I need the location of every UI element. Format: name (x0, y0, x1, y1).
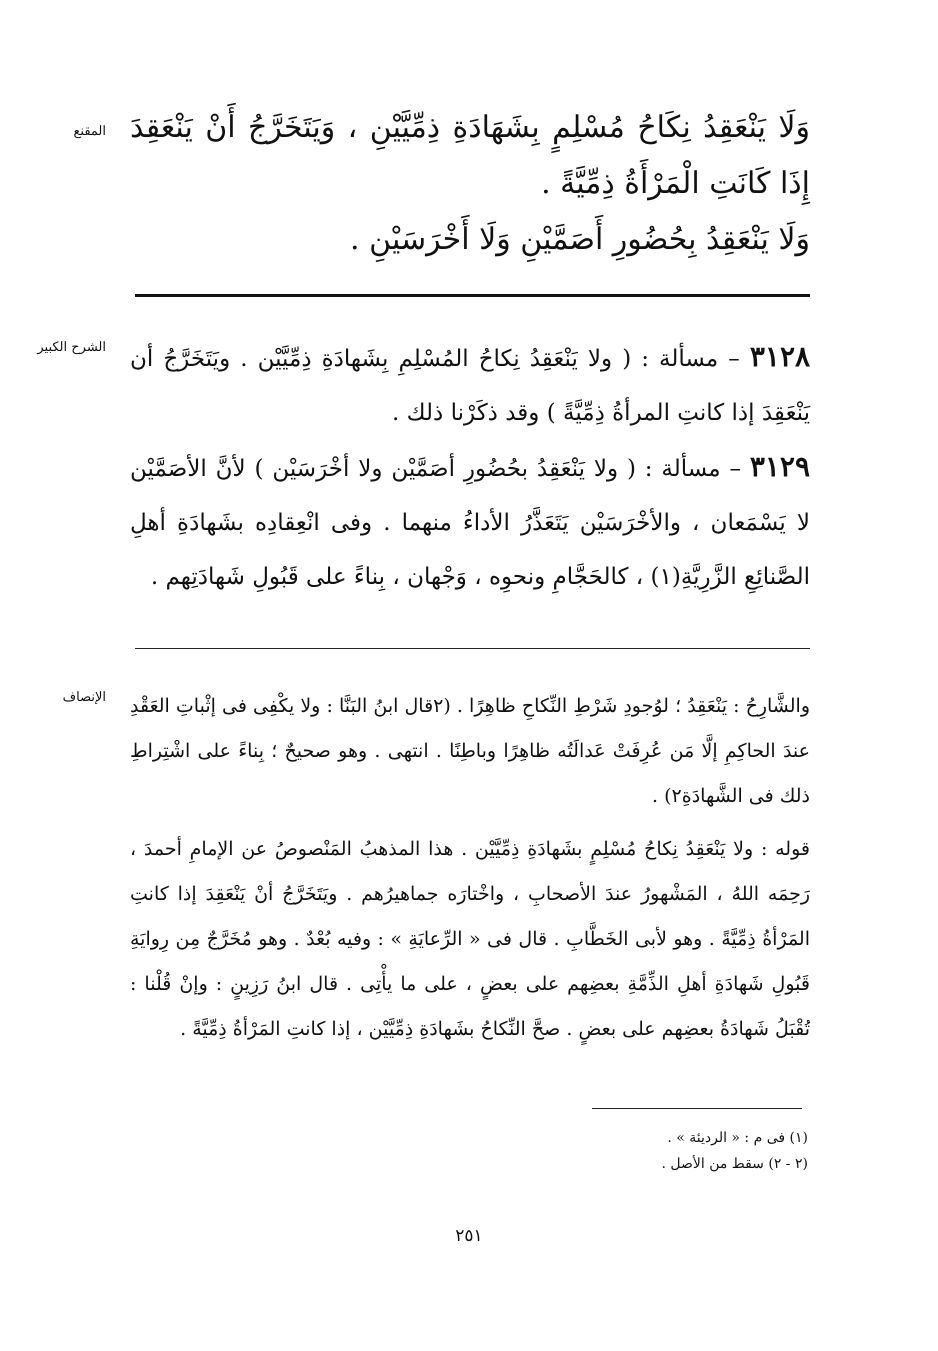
question-number: ٣١٢٨ (749, 340, 811, 373)
question-text: – مسألة : ( ولا يَنْعَقِدُ بحُضُورِ أصَمَّيْن ولا أخْرَسَيْن ) لأنَّ الأصَمَّيْن لا يَسْمَعان ، والأخْرَسَيْن يَتَعَذَّرُ الأداءُ منهما . وفى انْعِقادِه بشَهادَةِ أهلِ الصَّنائِعِ الزَّرِيَّةِ(١) ، كالحَجَّامِ ونحوِه ، وَجْهان ، بِناءً على قَبُولِ شَهادَتِهم . (130, 456, 810, 590)
muqni-line-1: وَلَا يَنْعَقِدُ نِكَاحُ مُسْلِمٍ بِشَهَادَةِ ذِمِّيَّيْنِ ، وَيَتَخَرَّجُ أَنْ يَنْعَقِدَ إِذَا كَانَتِ الْمَرْأَةُ ذِمِّيَّةً . (130, 110, 810, 201)
footnote-divider (592, 1108, 802, 1109)
question-number: ٣١٢٩ (749, 450, 810, 483)
sharh-question-1 (130, 330, 810, 440)
footnote-1: (١) فى م : « الرديئة » . (667, 1130, 808, 1146)
insaf-paragraph: والشَّارِحُ : يَنْعَقِدُ ؛ لوُجودِ شَرْطِ النِّكاحِ ظاهِرًا . (٢قال ابنُ البَنَّا : ولا يكْفِى فى إثْباتِ العَقْدِ عندَ الحاكِمِ إلَّا مَن عُرِفَتْ عَدالَتُه ظاهِرًا وباطِنًا . انتهى . وهو صحيحٌ ؛ بِناءً على اشْتِراطِ ذلك فى الشَّهادَةِ٢) . (130, 695, 810, 807)
muqni-text (130, 100, 810, 268)
label-sharh: الشرح الكبير (37, 340, 106, 355)
section-divider-thin (135, 648, 810, 649)
label-insaf: الإنصاف (62, 690, 106, 705)
question-text: – مسألة : ( ولا يَنْعَقِدُ نِكاحُ المُسْلِمِ بِشَهادَةِ ذِمِّيَّيْن . ويَتَخَرَّجُ أن يَنْعَقِدَ إذا كانتِ المرأةُ ذِمِّيَّةً ) وقد ذكَرْنا ذلك . (130, 346, 810, 426)
label-muqni: المقنع (73, 124, 106, 139)
section-divider-thick (135, 294, 810, 297)
insaf-paragraph: قوله : ولا يَنْعَقِدُ نِكاحُ مُسْلِمٍ بشَهادَةِ ذِمِّيَّيْن . هذا المذهبُ المَنْصوصُ عن الإمامِ أحمدَ ، رَحِمَه اللهُ ، المَشْهورُ عندَ الأصحابِ ، واخْتارَه جماهيرُهم . ويَتَخَرَّجُ أنْ يَنْعَقِدَ إذا كانتِ المَرْأةُ ذِمِّيَّةً . وهو لأبى الخَطَّابِ . قال فى « الرِّعايَةِ » : وفيه بُعْدٌ . وهو مُخَرَّجٌ مِن رِوايَةِ قَبُولِ شَهادَةِ أهلِ الذِّمَّةِ بعضِهم على بعضٍ ، على ما يأْتِى . قال ابنُ رَزِينٍ : وإنْ قُلْنا : تُقْبَلُ شَهادَةُ بعضِهم على بعضٍ . صحَّ النِّكاحُ بشَهادَةِ ذِمِّيَّيْن ، إذا كانتِ المَرْأةُ ذِمِّيَّةً . (130, 838, 810, 1040)
sharh-question-2 (130, 440, 810, 604)
page-number: ٢٥١ (455, 1226, 483, 1246)
footnotes (400, 1125, 808, 1177)
sharh-text (130, 330, 810, 604)
muqni-line-2: وَلَا يَنْعَقِدُ بِحُضُورِ أَصَمَّيْنِ وَلَا أَخْرَسَيْنِ . (350, 222, 810, 257)
insaf-text (130, 684, 810, 1052)
footnote-2: (٢ - ٢) سقط من الأصل . (661, 1156, 808, 1172)
